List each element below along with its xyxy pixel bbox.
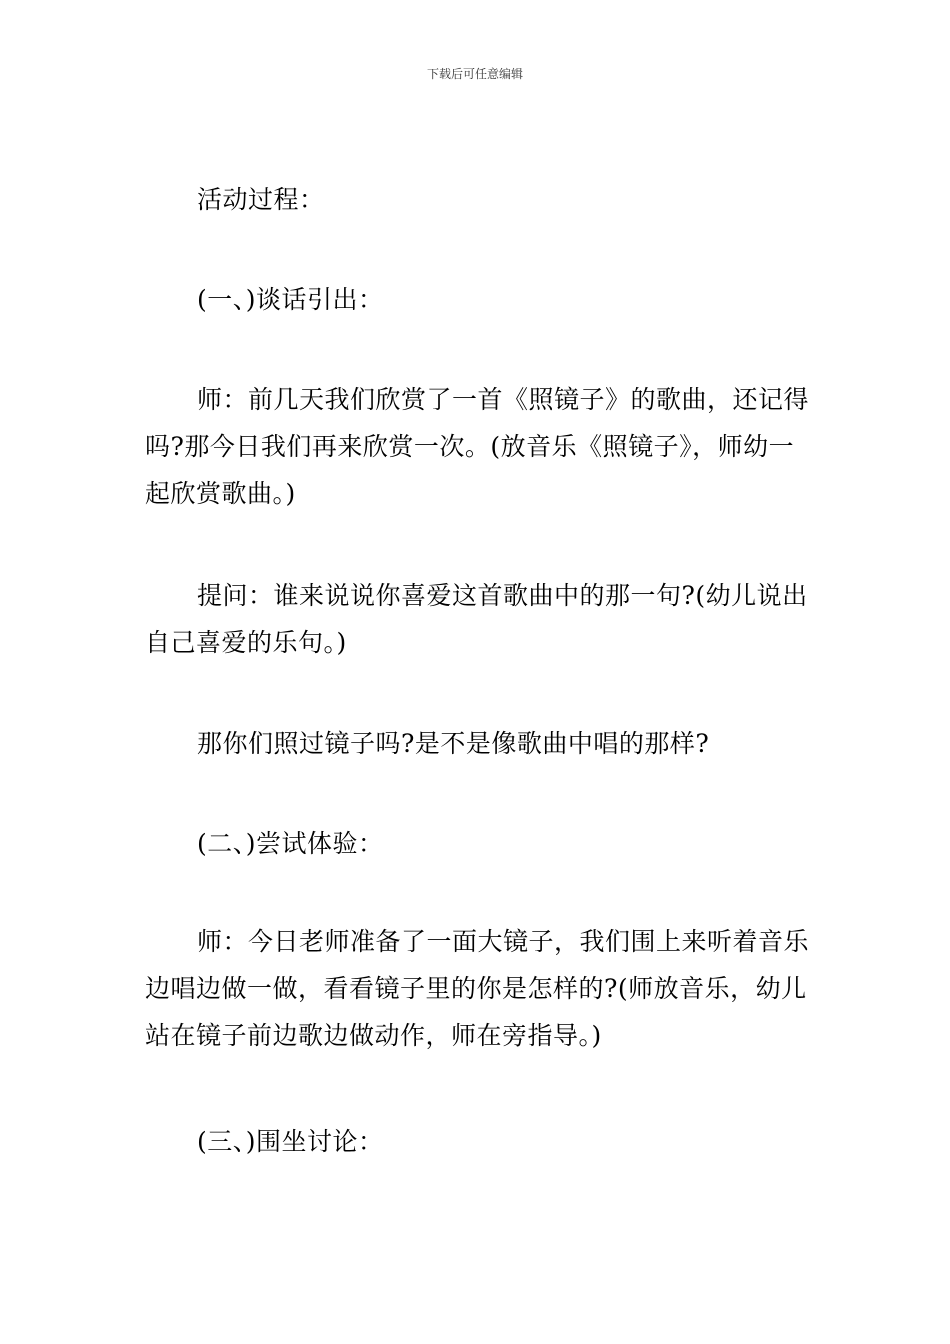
page-header-note: 下载后可任意编辑 (426, 67, 523, 81)
section-heading-part-two (145, 820, 810, 867)
paragraph-text: (二、)尝试体验： (197, 829, 384, 858)
paragraph-text: 那你们照过镜子吗?是不是像歌曲中唱的那样? (197, 729, 710, 758)
paragraph-teacher-mirror (145, 918, 810, 1059)
section-heading-part-three (145, 1118, 810, 1165)
paragraph-question (145, 572, 810, 666)
paragraph-text: (一、)谈话引出： (197, 285, 384, 314)
section-heading-activity-process (145, 176, 810, 223)
paragraph-text: (三、)围坐讨论： (197, 1127, 384, 1156)
paragraph-mirror-question (145, 720, 810, 767)
paragraph-text: 师：前几天我们欣赏了一首《照镜子》的歌曲，还记得吗?那今日我们再来欣赏一次。(放音乐《照镜子》，师幼一起欣赏歌曲。) (145, 385, 810, 508)
paragraph-text: 提问：谁来说说你喜爱这首歌曲中的那一句?(幼儿说出自己喜爱的乐句。) (145, 581, 808, 657)
paragraph-text: 活动过程： (197, 185, 325, 214)
paragraph-teacher-intro (145, 376, 810, 517)
paragraph-text: 师：今日老师准备了一面大镜子，我们围上来听着音乐边唱边做一做，看看镜子里的你是怎样的?(师放音乐，幼儿站在镜子前边歌边做动作，师在旁指导。) (145, 927, 810, 1050)
section-heading-part-one (145, 276, 810, 323)
